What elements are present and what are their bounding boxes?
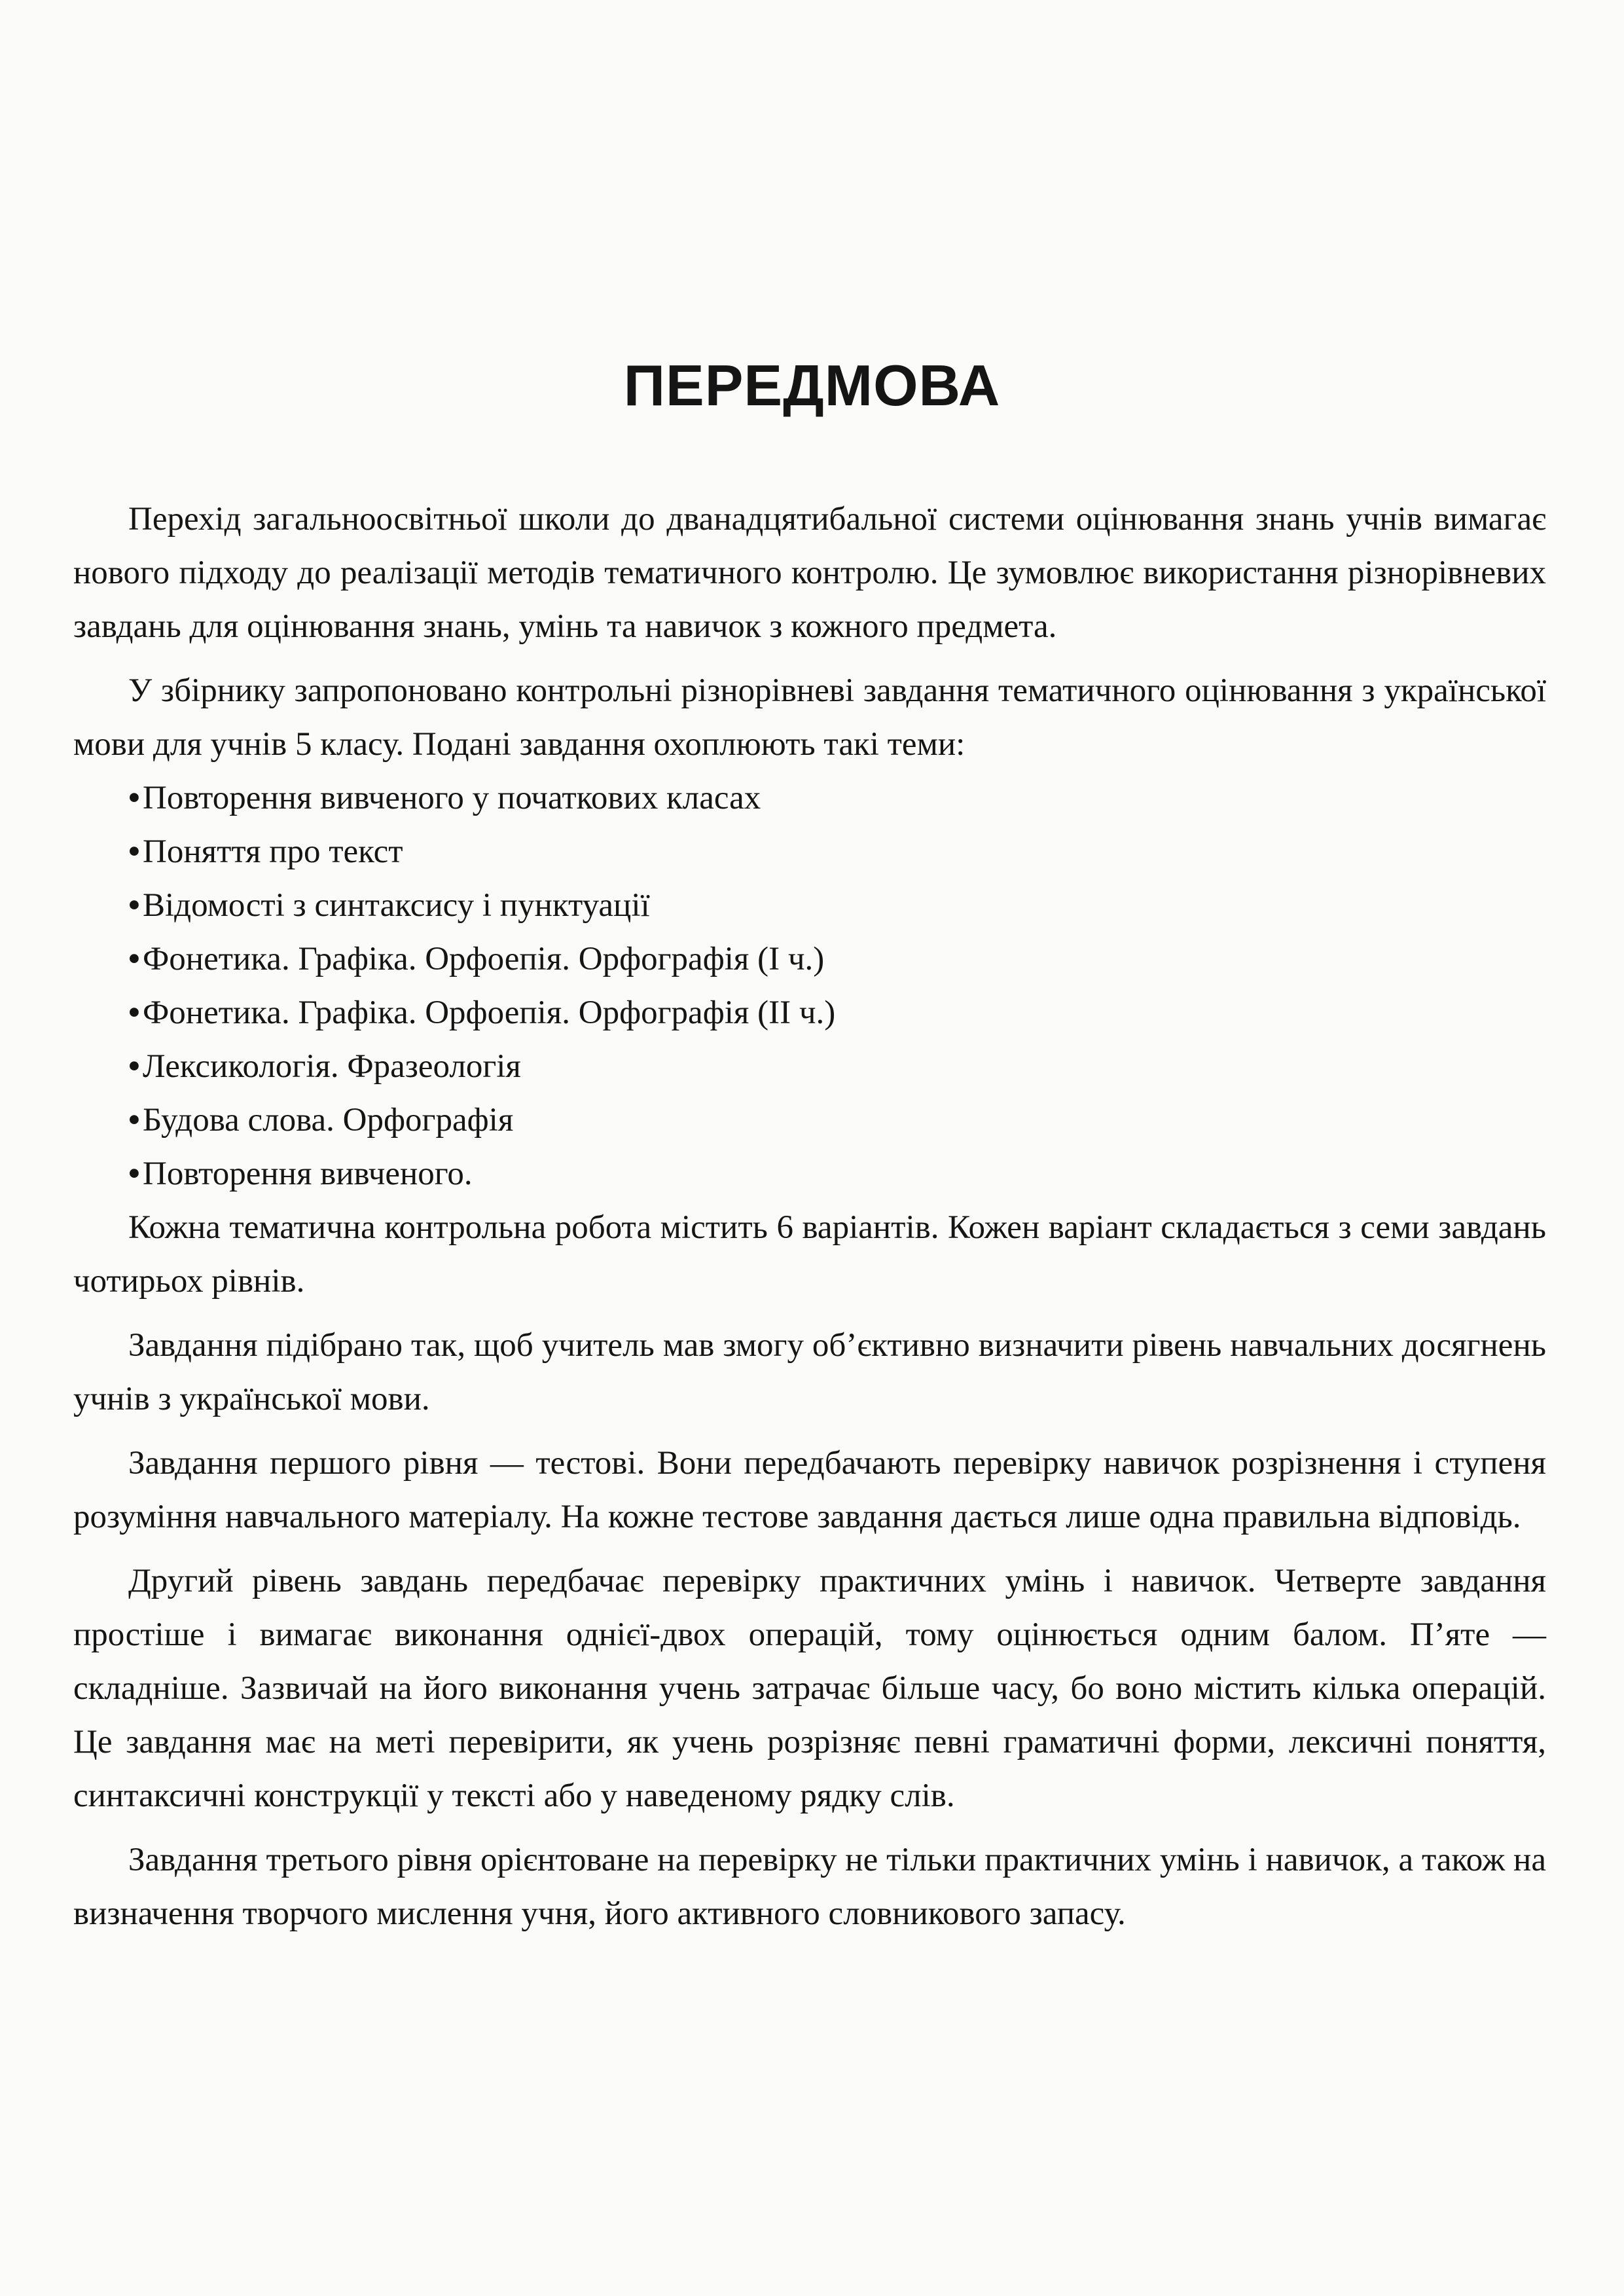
body-paragraph: Завдання третього рівня орієнтоване на перевірку не тільки практичних умінь і навичок, а також на визначення творчого мислення учня, його активного словникового запасу. [73,1842,1546,1932]
topic-label: Повторення вивченого. [143,1156,473,1192]
topic-label: Лексикологія. Фразеологія [143,1048,521,1085]
body-paragraph: Кожна тематична контрольна робота містить 6 варіантів. Кожен варіант складається з семи завдань чотирьох рівнів. [73,1209,1546,1300]
document-body [73,492,1546,1951]
topic-item [128,932,1546,986]
topic-label: Фонетика. Графіка. Орфоепія. Орфографія (ІІ ч.) [143,994,836,1031]
intro-paragraph: Перехід загальноосвітньої школи до дванадцятибальної системи оцінювання знань учнів вимагає нового підходу до реалізації методів тематичного контролю. Це зумовлює використання різнорівневих завдань для оцінювання знань, умінь та навичок з кожного предмета. [73,501,1546,645]
body-paragraph: Завдання першого рівня — тестові. Вони передбачають перевірку навичок розрізнення і ступеня розуміння навчального матеріалу. На кожне тестове завдання дається лише одна правильна відповідь. [73,1445,1546,1535]
topic-label: Будова слова. Орфографія [143,1102,514,1139]
topic-item [128,1093,1546,1147]
intro-paragraph: У збірнику запропоновано контрольні різнорівневі завдання тематичного оцінювання з української мови для учнів 5 класу. Подані завдання охоплюють такі теми: [73,672,1546,763]
body-paragraph: Другий рівень завдань передбачає перевірку практичних умінь і навичок. Четверте завдання простіше і вимагає виконання однієї-двох операцій, тому оцінюється одним балом. П’яте — складніше. Зазвичай на його виконання учень затрачає більше часу, бо воно містить кілька операцій. Це завдання має на меті перевірити, як учень розрізняє певні граматичні форми, лексичні поняття, синтаксичні конструкції у тексті або у наведеному рядку слів. [73,1563,1546,1814]
topic-list [73,771,1546,1201]
topic-label: Поняття про текст [143,833,403,870]
topic-label: Відомості з синтаксису і пунктуації [143,887,650,924]
topic-item [128,986,1546,1040]
body-paragraph: Завдання підібрано так, щоб учитель мав змогу об’єктивно визначити рівень навчальних досягнень учнів з української мови. [73,1327,1546,1417]
topic-label: Повторення вивченого у початкових класах [143,780,761,816]
page-title: ПЕРЕДМОВА [623,353,1001,418]
topic-item [128,1147,1546,1201]
topic-item [128,771,1546,825]
topic-item [128,879,1546,932]
topic-item [128,1040,1546,1093]
topic-item [128,825,1546,879]
topic-label: Фонетика. Графіка. Орфоепія. Орфографія (І ч.) [143,941,825,977]
